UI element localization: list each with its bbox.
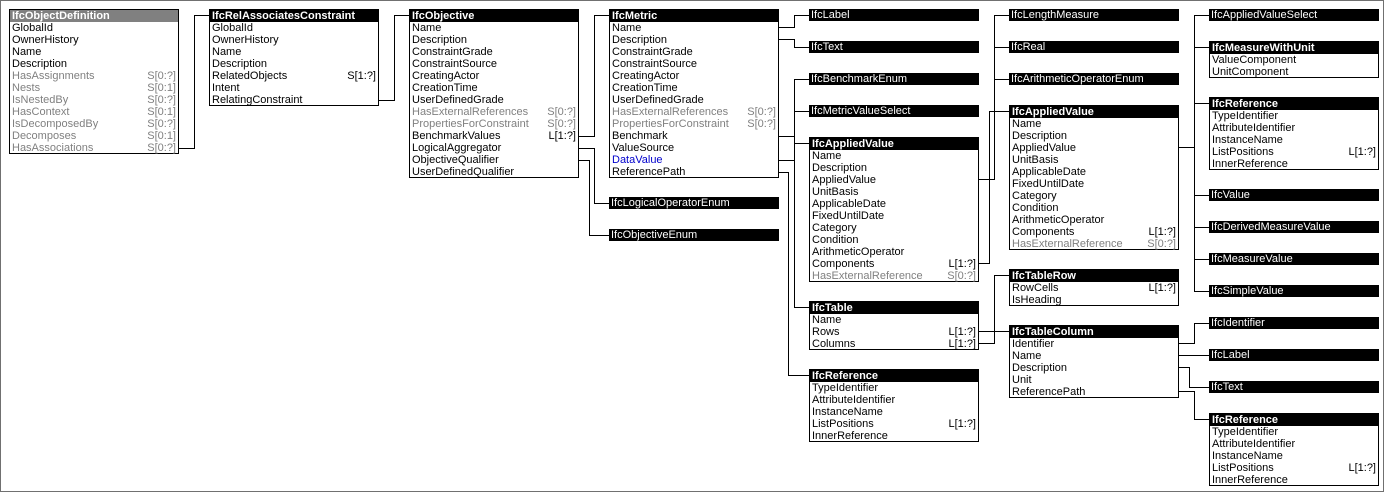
attr-attribute-identifier[interactable] (1210, 438, 1378, 450)
type-ifc-derived-measure-value[interactable]: IfcDerivedMeasureValue (1209, 221, 1379, 233)
attr-name: ListPositions (1212, 146, 1274, 158)
attr-name: ObjectiveQualifier (412, 154, 499, 166)
attr-name: PropertiesForConstraint (612, 118, 729, 130)
attr-creating-actor[interactable] (610, 70, 778, 82)
attr-name: FixedUntilDate (1012, 178, 1085, 190)
attr-has-external-reference[interactable] (1010, 238, 1178, 250)
attr-name: Description (412, 34, 468, 46)
attr-name: AttributeIdentifier (1212, 438, 1296, 450)
entity-title: IfcMeasureWithUnit (1210, 42, 1378, 54)
attr-cardinality: L[1:?] (548, 130, 576, 142)
attr-name: OwnerHistory (212, 34, 279, 46)
attr-intent[interactable] (210, 82, 378, 94)
attr-decomposes[interactable] (10, 130, 178, 142)
attr-constraint-grade[interactable] (410, 46, 578, 58)
attr-fixed-until-date[interactable] (1010, 178, 1178, 190)
entity-ifc-metric[interactable] (609, 9, 779, 178)
attr-name: Description (212, 58, 268, 70)
attr-related-objects[interactable] (210, 70, 378, 82)
attr-name: ApplicableDate (1012, 166, 1086, 178)
attr-has-associations[interactable] (10, 142, 178, 154)
attr-name: BenchmarkValues (412, 130, 501, 142)
attr-name: HasAssociations (12, 142, 94, 154)
attr-row-cells[interactable] (1010, 282, 1178, 294)
attr-name[interactable] (810, 150, 978, 162)
attr-name: AppliedValue (812, 174, 877, 186)
attr-name: Description (1012, 130, 1068, 142)
attr-relating-constraint[interactable] (210, 94, 378, 106)
type-ifc-label-2[interactable]: IfcLabel (1209, 349, 1379, 361)
attr-inner-reference[interactable] (1210, 474, 1378, 486)
entity-ifc-table[interactable] (809, 301, 979, 350)
attr-name: InstanceName (1212, 450, 1283, 462)
attr-name: Name (1012, 118, 1042, 130)
attr-list-positions[interactable] (1210, 462, 1378, 474)
attr-cardinality: S[0:?] (547, 106, 576, 118)
attr-objective-qualifier[interactable] (410, 154, 578, 166)
type-ifc-identifier[interactable]: IfcIdentifier (1209, 317, 1379, 329)
entity-ifc-measure-with-unit[interactable] (1209, 41, 1379, 78)
attr-cardinality: S[0:?] (147, 70, 176, 82)
attr-name: ConstraintSource (412, 58, 497, 70)
attr-name: TypeIdentifier (812, 382, 879, 394)
entity-ifc-objective[interactable] (409, 9, 579, 178)
attr-name: UserDefinedGrade (612, 94, 704, 106)
attr-instance-name[interactable] (1210, 450, 1378, 462)
attr-name[interactable] (1010, 118, 1178, 130)
attr-name: UnitComponent (1212, 66, 1289, 78)
attr-cardinality: S[0:?] (147, 94, 176, 106)
entity-title: IfcMetric (610, 10, 778, 22)
entity-ifc-reference-1[interactable] (809, 369, 979, 442)
attr-name: Name (212, 46, 242, 58)
entity-title: IfcAppliedValue (810, 138, 978, 150)
attr-has-context[interactable] (10, 106, 178, 118)
attr-unit-basis[interactable] (810, 186, 978, 198)
attr-attribute-identifier[interactable] (810, 394, 978, 406)
entity-title: IfcObjectDefinition (10, 10, 178, 22)
attr-name: UserDefinedGrade (412, 94, 504, 106)
attr-name: RowCells (1012, 282, 1059, 294)
attr-cardinality: S[0:?] (747, 106, 776, 118)
type-ifc-applied-value-select[interactable]: IfcAppliedValueSelect (1209, 9, 1379, 21)
attr-instance-name[interactable] (810, 406, 978, 418)
attr-components[interactable] (1010, 226, 1178, 238)
attr-name: RelatedObjects (212, 70, 288, 82)
attr-name: CreationTime (612, 82, 678, 94)
attr-name[interactable] (810, 314, 978, 326)
attr-name: RelatingConstraint (212, 94, 303, 106)
attr-name: Identifier (1012, 338, 1055, 350)
attr-benchmark-values[interactable] (410, 130, 578, 142)
entity-title: IfcObjective (410, 10, 578, 22)
entity-title: IfcRelAssociatesConstraint (210, 10, 378, 22)
attr-name: FixedUntilDate (812, 210, 885, 222)
attr-cardinality: L[1:?] (1148, 226, 1176, 238)
attr-owner-history[interactable] (210, 34, 378, 46)
type-ifc-real[interactable]: IfcReal (1009, 41, 1179, 53)
attr-cardinality: S[0:?] (147, 142, 176, 154)
attr-name: IsDecomposedBy (12, 118, 99, 130)
attr-name: CreatingActor (412, 70, 480, 82)
attr-name: HasContext (12, 106, 70, 118)
attr-components[interactable] (810, 258, 978, 270)
attr-name: DataValue (612, 154, 663, 166)
attr-name: ApplicableDate (812, 198, 886, 210)
attr-condition[interactable] (810, 234, 978, 246)
attr-name: ListPositions (1212, 462, 1274, 474)
attr-cardinality: L[1:?] (948, 258, 976, 270)
attr-reference-path[interactable] (610, 166, 778, 178)
attr-name: ArithmeticOperator (812, 246, 905, 258)
attr-has-assignments[interactable] (10, 70, 178, 82)
attr-cardinality: S[0:?] (747, 118, 776, 130)
attr-has-external-references[interactable] (610, 106, 778, 118)
attr-name: HasExternalReferences (612, 106, 729, 118)
type-ifc-text-2[interactable]: IfcText (1209, 381, 1379, 393)
attr-owner-history[interactable] (10, 34, 178, 46)
attr-description[interactable] (610, 34, 778, 46)
attr-value-component[interactable] (1210, 54, 1378, 66)
attr-name: Condition (1012, 202, 1059, 214)
attr-name: Name (1012, 350, 1042, 362)
attr-name: Name (812, 314, 842, 326)
attr-arithmetic-operator[interactable] (1010, 214, 1178, 226)
attr-inner-reference[interactable] (810, 430, 978, 442)
attr-name: Decomposes (12, 130, 77, 142)
attr-name: ArithmeticOperator (1012, 214, 1105, 226)
attr-name: HasExternalReference (812, 270, 923, 282)
entity-title: IfcReference (1210, 98, 1378, 110)
attr-constraint-grade[interactable] (610, 46, 778, 58)
attr-description[interactable] (1010, 362, 1178, 374)
attr-cardinality: S[0:1] (147, 82, 176, 94)
attr-name: Components (1012, 226, 1075, 238)
attr-user-defined-grade[interactable] (410, 94, 578, 106)
attr-name: Name (612, 22, 642, 34)
attr-description[interactable] (410, 34, 578, 46)
attr-name: CreationTime (412, 82, 478, 94)
attr-has-external-references[interactable] (410, 106, 578, 118)
attr-description[interactable] (10, 58, 178, 70)
attr-cardinality: L[1:?] (1348, 462, 1376, 474)
attr-name: Unit (1012, 374, 1032, 386)
attr-name: Name (12, 46, 42, 58)
attr-cardinality: S[0:1] (147, 106, 176, 118)
attr-has-external-reference[interactable] (810, 270, 978, 282)
entity-ifc-reference-3[interactable] (1209, 413, 1379, 486)
attr-name: GlobalId (212, 22, 253, 34)
attr-name[interactable] (1010, 350, 1178, 362)
attr-unit[interactable] (1010, 374, 1178, 386)
attr-data-value[interactable] (610, 154, 778, 166)
entity-ifc-applied-value-2[interactable] (1009, 105, 1179, 250)
attr-properties-for-constraint[interactable] (410, 118, 578, 130)
attr-name[interactable] (10, 46, 178, 58)
attr-type-identifier[interactable] (810, 382, 978, 394)
attr-cardinality: L[1:?] (948, 418, 976, 430)
attr-name: UnitBasis (1012, 154, 1059, 166)
attr-category[interactable] (810, 222, 978, 234)
attr-description[interactable] (810, 162, 978, 174)
attr-name: TypeIdentifier (1212, 426, 1279, 438)
attr-attribute-identifier[interactable] (1210, 122, 1378, 134)
attr-description[interactable] (210, 58, 378, 70)
type-ifc-simple-value[interactable]: IfcSimpleValue (1209, 285, 1379, 297)
attr-value-source[interactable] (610, 142, 778, 154)
type-ifc-logical-operator-enum[interactable]: IfcLogicalOperatorEnum (609, 197, 779, 209)
entity-title: IfcAppliedValue (1010, 106, 1178, 118)
attr-inner-reference[interactable] (1210, 158, 1378, 170)
attr-name: IsNestedBy (12, 94, 69, 106)
attr-name: Description (612, 34, 668, 46)
attr-columns[interactable] (810, 338, 978, 350)
attr-name: Components (812, 258, 875, 270)
attr-global-id[interactable] (10, 22, 178, 34)
attr-name: Category (1012, 190, 1057, 202)
attr-name: AttributeIdentifier (812, 394, 896, 406)
attr-name: IsHeading (1012, 294, 1062, 306)
attr-cardinality: L[1:?] (1148, 282, 1176, 294)
attr-cardinality: L[1:?] (948, 338, 976, 350)
attr-applied-value[interactable] (810, 174, 978, 186)
attr-name: AppliedValue (1012, 142, 1077, 154)
entity-ifc-reference-2[interactable] (1209, 97, 1379, 170)
attr-name[interactable] (210, 46, 378, 58)
type-ifc-length-measure[interactable]: IfcLengthMeasure (1009, 9, 1179, 21)
entity-ifc-rel-associates-constraint[interactable] (209, 9, 379, 106)
attr-name: Name (412, 22, 442, 34)
entity-title: IfcReference (810, 370, 978, 382)
attr-name: ValueComponent (1212, 54, 1297, 66)
attr-name: ConstraintGrade (612, 46, 693, 58)
attr-name: Rows (812, 326, 840, 338)
attr-name: ReferencePath (612, 166, 686, 178)
attr-name: Description (12, 58, 68, 70)
type-ifc-objective-enum[interactable]: IfcObjectiveEnum (609, 229, 779, 241)
attr-name: OwnerHistory (12, 34, 79, 46)
attr-logical-aggregator[interactable] (410, 142, 578, 154)
type-ifc-value[interactable]: IfcValue (1209, 189, 1379, 201)
attr-is-nested-by[interactable] (10, 94, 178, 106)
type-ifc-arithmetic-operator-enum[interactable]: IfcArithmeticOperatorEnum (1009, 73, 1179, 85)
attr-name: Name (812, 150, 842, 162)
attr-name: ConstraintSource (612, 58, 697, 70)
attr-name: ConstraintGrade (412, 46, 493, 58)
attr-benchmark[interactable] (610, 130, 778, 142)
attr-name: Category (812, 222, 857, 234)
attr-user-defined-qualifier[interactable] (410, 166, 578, 178)
attr-name: UserDefinedQualifier (412, 166, 515, 178)
attr-constraint-source[interactable] (410, 58, 578, 70)
attr-constraint-source[interactable] (610, 58, 778, 70)
attr-unit-basis[interactable] (1010, 154, 1178, 166)
attr-name: Benchmark (612, 130, 668, 142)
attr-cardinality: S[1:?] (347, 70, 376, 82)
attr-name: InnerReference (1212, 474, 1288, 486)
attr-creation-time[interactable] (610, 82, 778, 94)
attr-user-defined-grade[interactable] (610, 94, 778, 106)
entity-ifc-applied-value-1[interactable] (809, 137, 979, 282)
attr-nests[interactable] (10, 82, 178, 94)
entity-title: IfcTableColumn (1010, 326, 1178, 338)
attr-cardinality: L[1:?] (1348, 146, 1376, 158)
type-ifc-benchmark-enum[interactable]: IfcBenchmarkEnum (809, 73, 979, 85)
attr-name: Description (1012, 362, 1068, 374)
attr-name: InnerReference (812, 430, 888, 442)
entity-title: IfcTableRow (1010, 270, 1178, 282)
attr-name: HasAssignments (12, 70, 95, 82)
attr-name: HasExternalReferences (412, 106, 529, 118)
attr-reference-path[interactable] (1010, 386, 1178, 398)
attr-cardinality: S[0:?] (947, 270, 976, 282)
attr-instance-name[interactable] (1210, 134, 1378, 146)
attr-condition[interactable] (1010, 202, 1178, 214)
attr-cardinality: S[0:?] (1147, 238, 1176, 250)
attr-list-positions[interactable] (810, 418, 978, 430)
attr-name: PropertiesForConstraint (412, 118, 529, 130)
attr-properties-for-constraint[interactable] (610, 118, 778, 130)
entity-ifc-object-definition[interactable] (9, 9, 179, 154)
entity-title: IfcReference (1210, 414, 1378, 426)
attr-name: ListPositions (812, 418, 874, 430)
attr-name: Condition (812, 234, 859, 246)
type-ifc-label-1[interactable]: IfcLabel (809, 9, 979, 21)
attr-creation-time[interactable] (410, 82, 578, 94)
attr-unit-component[interactable] (1210, 66, 1378, 78)
attr-name[interactable] (610, 22, 778, 34)
attr-name: CreatingActor (612, 70, 680, 82)
attr-name: LogicalAggregator (412, 142, 502, 154)
attr-description[interactable] (1010, 130, 1178, 142)
attr-creating-actor[interactable] (410, 70, 578, 82)
attr-type-identifier[interactable] (1210, 426, 1378, 438)
attr-global-id[interactable] (210, 22, 378, 34)
attr-cardinality: L[1:?] (948, 326, 976, 338)
attr-identifier[interactable] (1010, 338, 1178, 350)
attr-name: AttributeIdentifier (1212, 122, 1296, 134)
attr-applied-value[interactable] (1010, 142, 1178, 154)
attr-name: HasExternalReference (1012, 238, 1123, 250)
attr-name: ValueSource (612, 142, 675, 154)
attr-name[interactable] (410, 22, 578, 34)
attr-name: Description (812, 162, 868, 174)
attr-rows[interactable] (810, 326, 978, 338)
type-ifc-metric-value-select[interactable]: IfcMetricValueSelect (809, 105, 979, 117)
attr-fixed-until-date[interactable] (810, 210, 978, 222)
attr-applicable-date[interactable] (1010, 166, 1178, 178)
attr-name: TypeIdentifier (1212, 110, 1279, 122)
attr-type-identifier[interactable] (1210, 110, 1378, 122)
attr-list-positions[interactable] (1210, 146, 1378, 158)
entity-ifc-table-row[interactable] (1009, 269, 1179, 306)
entity-ifc-table-column[interactable] (1009, 325, 1179, 398)
type-ifc-text-1[interactable]: IfcText (809, 41, 979, 53)
attr-cardinality: S[0:?] (147, 118, 176, 130)
attr-name: ReferencePath (1012, 386, 1086, 398)
attr-name: UnitBasis (812, 186, 859, 198)
attr-name: Nests (12, 82, 41, 94)
attr-cardinality: S[0:?] (547, 118, 576, 130)
attr-is-heading[interactable] (1010, 294, 1178, 306)
attr-applicable-date[interactable] (810, 198, 978, 210)
attr-name: Columns (812, 338, 856, 350)
attr-arithmetic-operator[interactable] (810, 246, 978, 258)
attr-name: InnerReference (1212, 158, 1288, 170)
type-ifc-measure-value[interactable]: IfcMeasureValue (1209, 253, 1379, 265)
attr-name: GlobalId (12, 22, 53, 34)
attr-name: Intent (212, 82, 240, 94)
attr-name: InstanceName (812, 406, 883, 418)
attr-category[interactable] (1010, 190, 1178, 202)
attr-cardinality: S[0:1] (147, 130, 176, 142)
attr-is-decomposed-by[interactable] (10, 118, 178, 130)
entity-title: IfcTable (810, 302, 978, 314)
attr-name: InstanceName (1212, 134, 1283, 146)
